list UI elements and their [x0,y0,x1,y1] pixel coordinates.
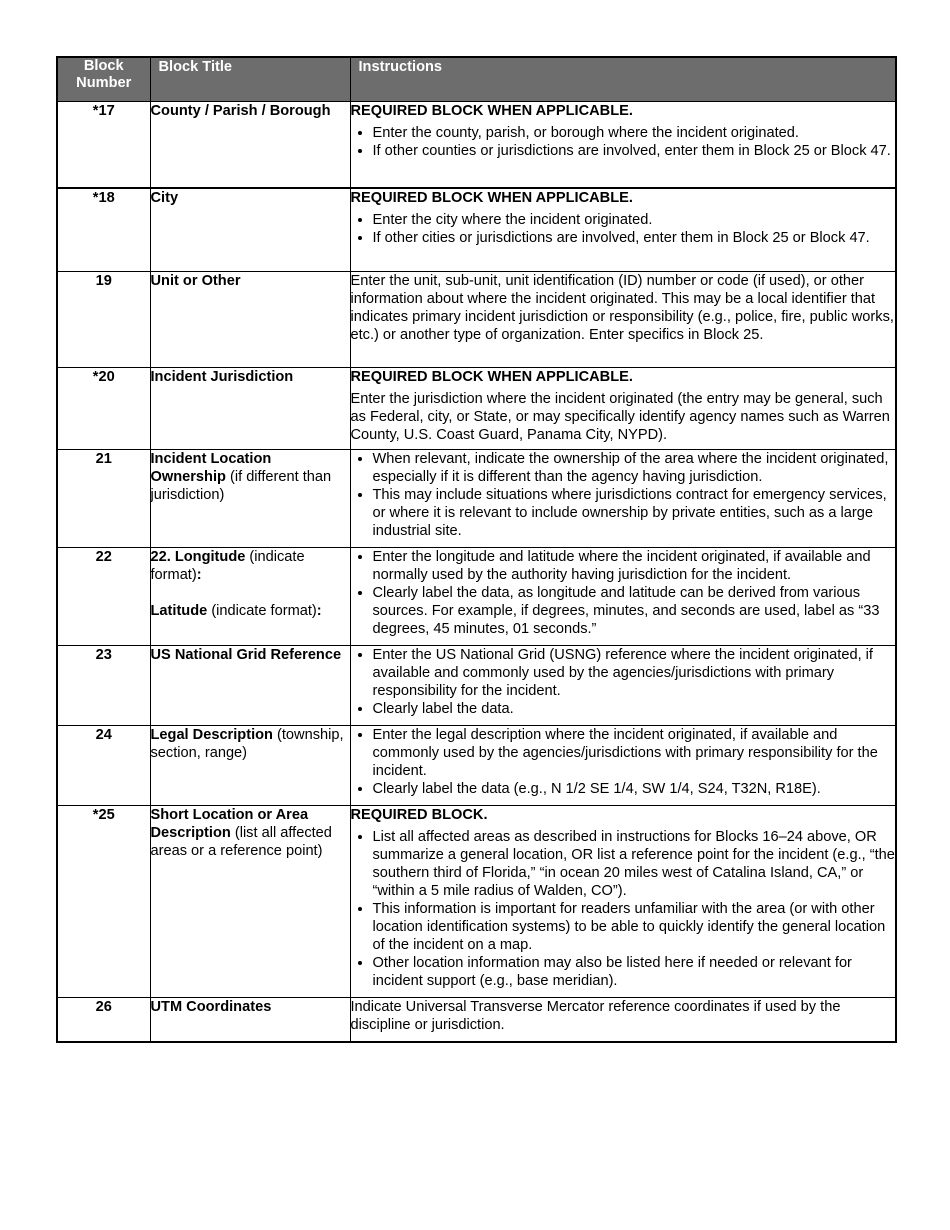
instruction-bullet: • If other counties or jurisdictions are involved, enter them in Block 25 or Block 47. [373,142,896,160]
instruction-paragraph: Enter the jurisdiction where the incident originated (the entry may be general, such as Federal, city, or State, or may specifically identify agency names such as Warren County, U.S. Coast Guard, Panama City, NYPD). [350,391,890,443]
required-note: REQUIRED BLOCK WHEN APPLICABLE. [350,189,633,206]
block-instructions [350,450,896,548]
block-title-bold: 22. Longitude [150,549,246,565]
table-row [57,726,896,806]
block-title-bold: Legal Description [150,727,273,743]
header-block-number: Block Number [57,57,150,102]
block-title-bold: US National Grid Reference [150,647,342,663]
block-title-bold: UTM Coordinates [150,999,272,1015]
block-instructions [350,806,896,998]
block-title [150,368,350,450]
block-instructions [350,726,896,806]
instruction-bullet: • Other location information may also be listed here if needed or relevant for incident support (e.g., base meridian). [373,954,896,990]
table-row [57,272,896,368]
instruction-bullet: • Enter the US National Grid (USNG) reference where the incident originated, if available and commonly used by the agencies/jurisdictions with primary responsibility for the incident. [373,646,896,700]
table-row [57,450,896,548]
instruction-bullet: • This may include situations where jurisdictions contract for emergency services, or where it is relevant to include ownership by private entities, such as a large industrial site. [373,486,896,540]
block-title-note: (indicate format) [150,549,305,583]
instruction-bullet: • If other cities or jurisdictions are involved, enter them in Block 25 or Block 47. [373,229,896,247]
block-number: *20 [57,368,150,450]
block-title-note: (list all affected areas or a reference point) [150,825,332,859]
instruction-bullet: • List all affected areas as described in instructions for Blocks 16–24 above, OR summarize a general location, OR list a reference point for the incident (e.g., “the southern third of Florida,” “in ocean 20 miles west of Catalina Island, CA,” or “within a 5 mile radius of Walden, CO”). [373,828,896,900]
required-note: REQUIRED BLOCK WHEN APPLICABLE. [350,369,633,385]
instruction-bullet: • Clearly label the data. [373,700,896,718]
block-number: 22 [57,548,150,646]
instruction-paragraph: Enter the unit, sub-unit, unit identification (ID) number or code (if used), or other information about where the incident originated. This may be a local identifier that indicates primary incident jurisdiction or responsibility (e.g., police, fire, public works, etc.) or another type of organization. Enter specifics in Block 25. [350,273,894,343]
required-note: REQUIRED BLOCK. [350,807,488,823]
block-title-note: (township, section, range) [150,727,344,761]
instruction-bullet: • Enter the city where the incident originated. [373,211,896,229]
block-title-bold: Unit or Other [150,273,241,289]
block-number: 19 [57,272,150,368]
block-title [150,726,350,806]
block-instructions [350,548,896,646]
table-row [57,548,896,646]
block-title2-colon: : [316,603,322,619]
instruction-bullet: • Enter the legal description where the incident originated, if available and commonly used by the agencies/jurisdictions with primary responsibility for the incident. [373,726,896,780]
block-number: 24 [57,726,150,806]
block-title [150,548,350,646]
block-title [150,806,350,998]
block-instructions [350,102,896,188]
block-title [150,272,350,368]
required-note: REQUIRED BLOCK WHEN APPLICABLE. [350,103,633,119]
instruction-bullet: • Enter the county, parish, or borough where the incident originated. [373,124,896,142]
block-title [150,998,350,1042]
block-title-note: (if different than jurisdiction) [150,469,332,503]
block-title-bold: Incident Location Ownership [150,451,272,485]
instruction-bullet: • Clearly label the data (e.g., N 1/2 SE 1/4, SW 1/4, S24, T32N, R18E). [373,780,896,798]
table-header-row [57,57,896,102]
block-instructions [350,368,896,450]
block-title-bold: Short Location or Area Description [150,807,309,841]
block-number: *17 [57,102,150,188]
instruction-bullet: • When relevant, indicate the ownership of the area where the incident originated, especially if it is different than the agency having jurisdiction. [373,450,896,486]
instruction-bullet: • Enter the longitude and latitude where the incident originated, if available and normally used by the authority having jurisdiction for the incident. [373,548,896,584]
instruction-bullet: • This information is important for readers unfamiliar with the area (or with other location identification systems) to be able to quickly identify the general location of the incident on a map. [373,900,896,954]
table-row [57,102,896,188]
block-title [150,450,350,548]
block-number: *25 [57,806,150,998]
table-row [57,368,896,450]
instruction-bullet: • Clearly label the data, as longitude and latitude can be derived from various sources. For example, if degrees, minutes, and seconds are used, label as “33 degrees, 45 minutes, 01 seconds.” [373,584,896,638]
block-title-bold: County / Parish / Borough [150,103,331,119]
block-number: 21 [57,450,150,548]
instructions-table [56,56,897,1043]
block-number: 26 [57,998,150,1042]
instruction-paragraph: Indicate Universal Transverse Mercator reference coordinates if used by the discipline or jurisdiction. [350,999,841,1033]
block-title-bold: City [150,189,179,206]
header-instructions: Instructions [350,57,896,102]
block-title2-bold: Latitude [150,603,208,619]
block-title-bold: Incident Jurisdiction [150,369,294,385]
table-row [57,998,896,1042]
block-number: *18 [57,188,150,272]
table-row [57,188,896,272]
header-block-title: Block Title [150,57,350,102]
block-title [150,646,350,726]
table-row [57,646,896,726]
block-instructions [350,188,896,272]
block-title [150,102,350,188]
table-row [57,806,896,998]
block-instructions [350,272,896,368]
block-title-colon: : [196,567,202,583]
block-title2-note: (indicate format) [207,603,317,619]
block-title [150,188,350,272]
block-instructions [350,998,896,1042]
block-instructions [350,646,896,726]
block-number: 23 [57,646,150,726]
